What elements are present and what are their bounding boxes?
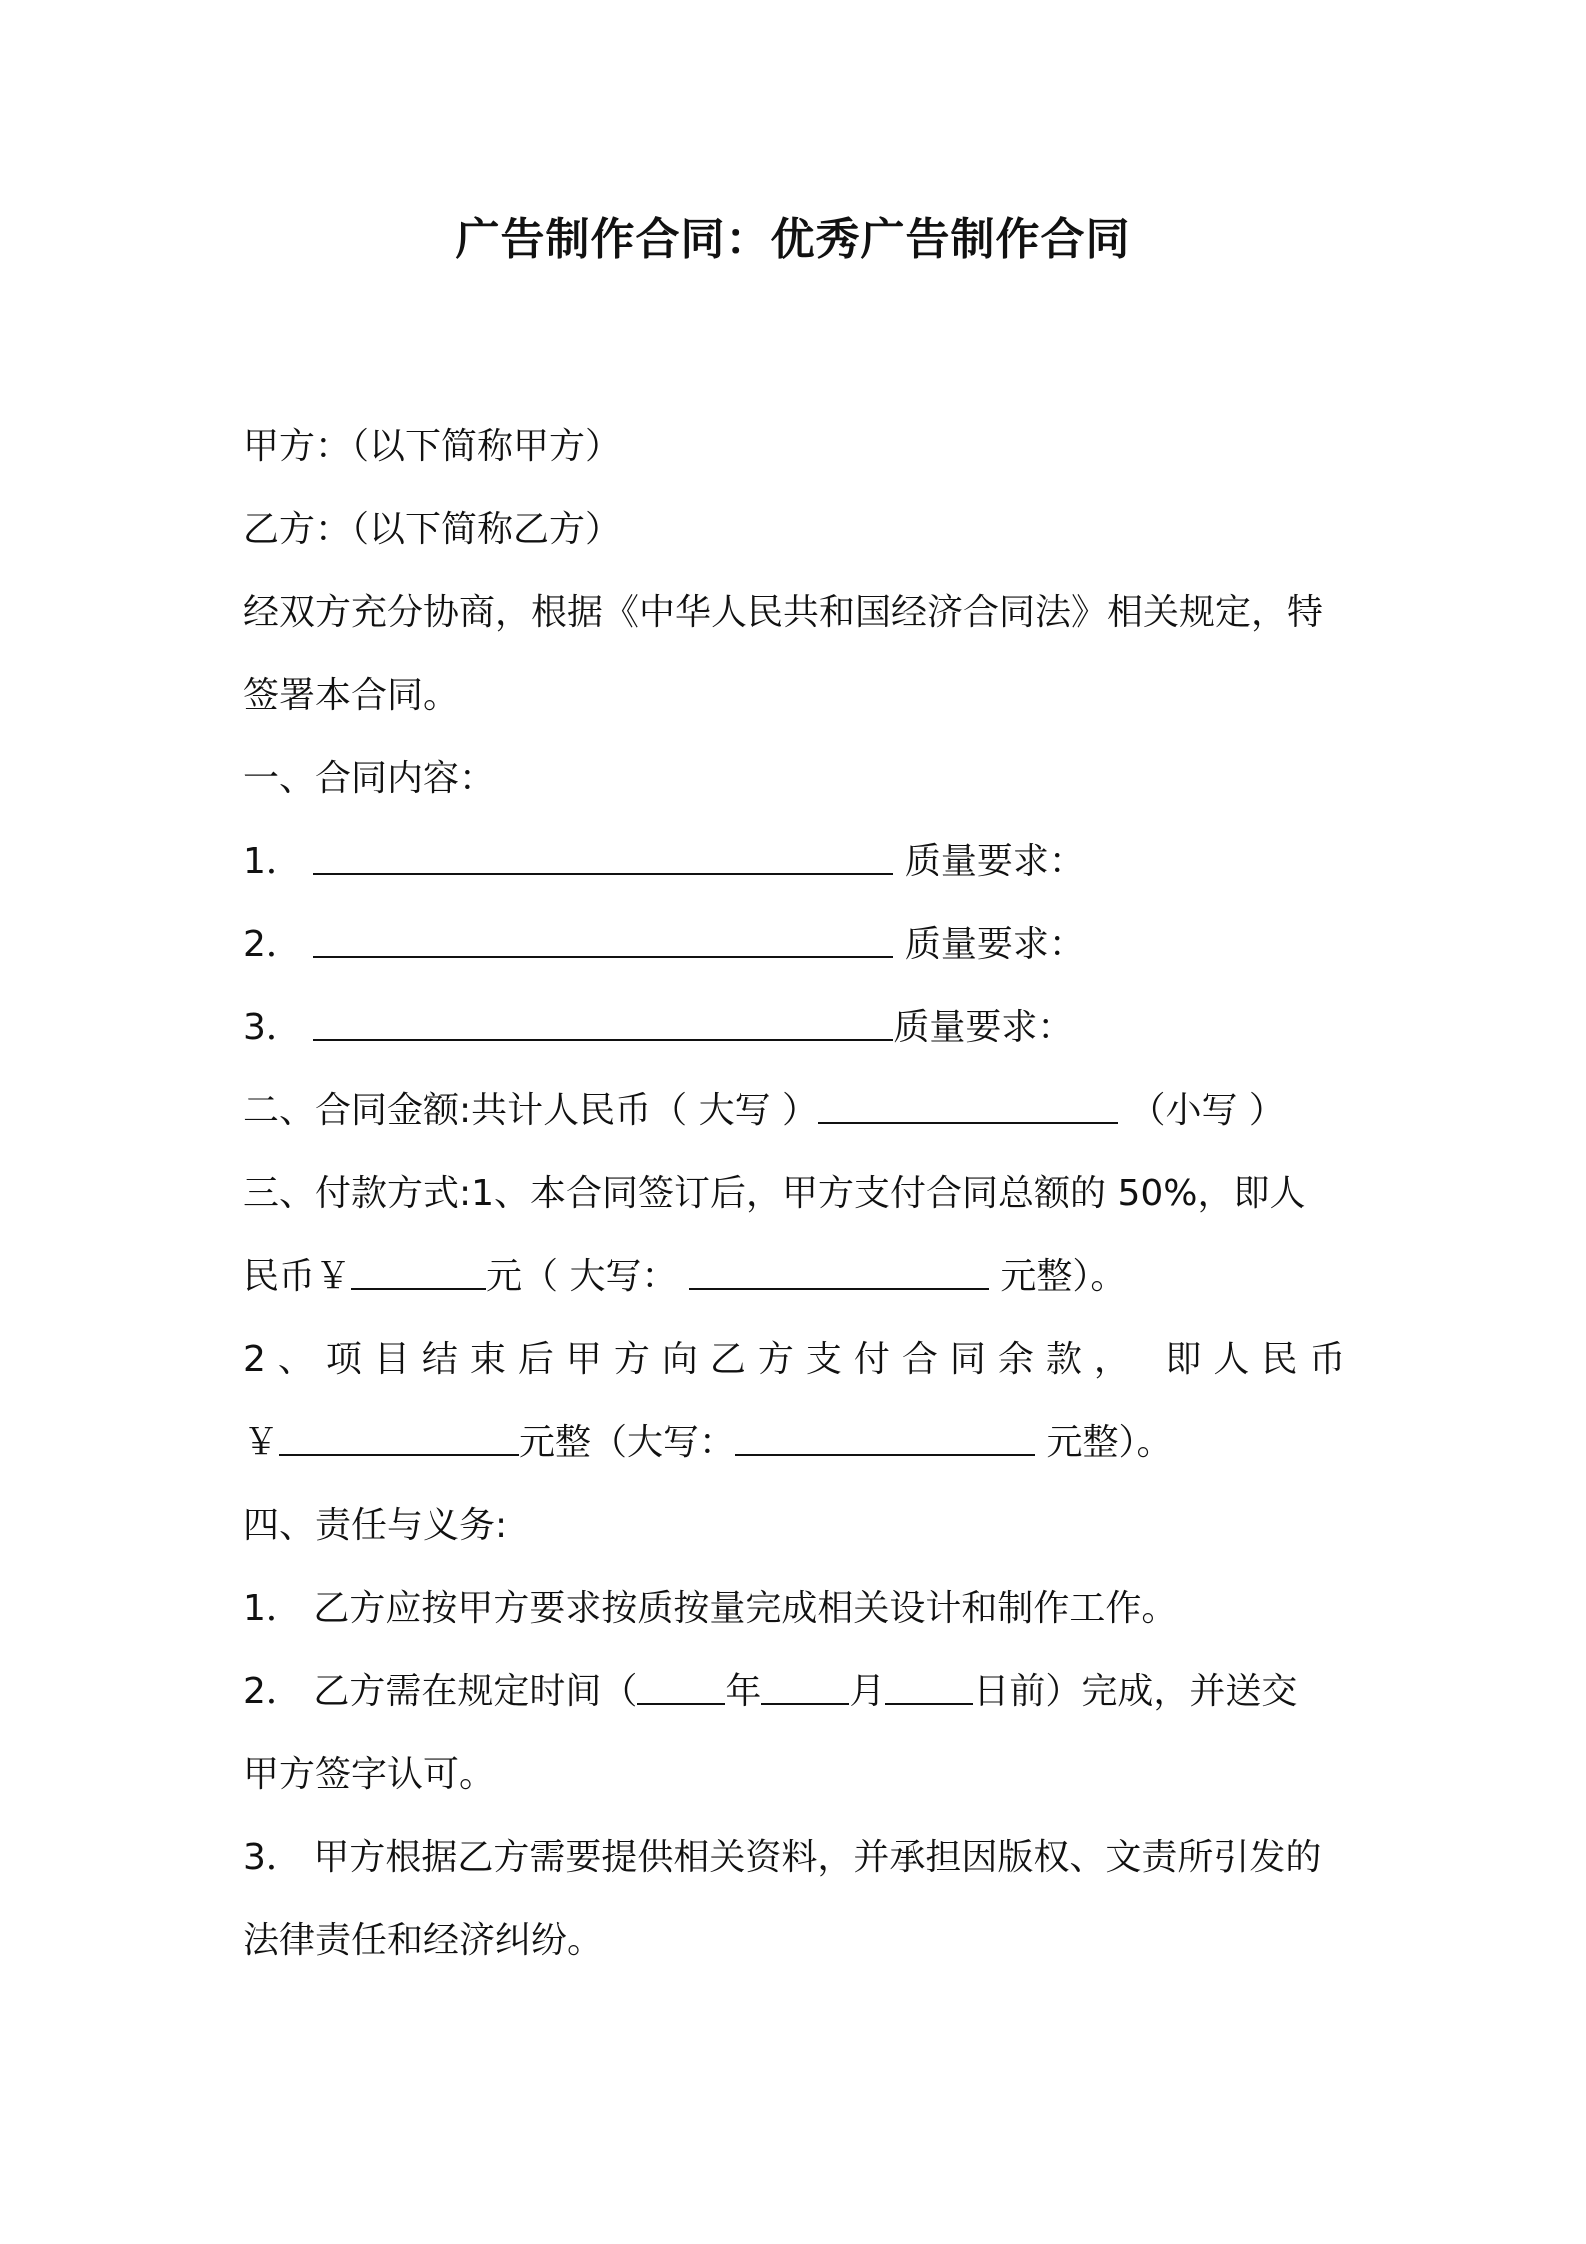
intro-line-1: 经双方充分协商，根据《中华人民共和国经济合同法》相关规定，特 bbox=[243, 592, 1324, 633]
year-label: 年 bbox=[725, 1671, 762, 1712]
balance-prefix: ￥ bbox=[243, 1422, 280, 1463]
item-number: 3． bbox=[243, 1007, 302, 1048]
item-blank bbox=[313, 835, 893, 875]
content-item-1 bbox=[243, 820, 1363, 903]
duty-1: 1． 乙方应按甲方要求按质按量完成相关设计和制作工作。 bbox=[243, 1588, 1178, 1629]
item-suffix: 质量要求： bbox=[904, 841, 1085, 882]
duty-3-line-2: 法律责任和经济纠纷。 bbox=[243, 1920, 604, 1961]
payment-mid: 元（ 大写： bbox=[486, 1256, 678, 1297]
document-title: 广告制作合同：优秀广告制作合同 bbox=[455, 214, 1131, 265]
duty-2-prefix: 2． 乙方需在规定时间（ bbox=[243, 1671, 638, 1712]
duty-2-cont: 甲方签字认可。 bbox=[243, 1754, 496, 1795]
content-item-2 bbox=[243, 903, 1363, 986]
payment-blank-number bbox=[351, 1250, 486, 1290]
item-suffix: 质量要求： bbox=[893, 1007, 1074, 1048]
amount-suffix: （小写 ） bbox=[1129, 1090, 1285, 1131]
amount-blank bbox=[818, 1084, 1118, 1124]
item-blank bbox=[313, 1001, 893, 1041]
month-blank bbox=[761, 1665, 849, 1705]
month-label: 月 bbox=[849, 1671, 886, 1712]
item-suffix: 质量要求： bbox=[904, 924, 1085, 965]
contract-body bbox=[243, 405, 1363, 1982]
payment-prefix: 民币￥ bbox=[243, 1256, 352, 1297]
section-4-heading: 四、责任与义务: bbox=[243, 1505, 508, 1546]
amount-prefix: 二、合同金额:共计人民币（ 大写 ） bbox=[243, 1090, 819, 1131]
item-number: 2． bbox=[243, 924, 302, 965]
section-3-line-3: 2、项目结束后甲方向乙方支付合同余款， 即人民币 bbox=[243, 1339, 1358, 1380]
payment-blank-words bbox=[689, 1250, 989, 1290]
payment-suffix: 元整）。 bbox=[1000, 1256, 1127, 1297]
section-3-line-4 bbox=[243, 1401, 1363, 1484]
section-3-line-1: 三、付款方式:1、本合同签订后，甲方支付合同总额的 50%，即人 bbox=[243, 1173, 1306, 1214]
section-1-heading: 一、合同内容： bbox=[243, 758, 496, 799]
day-label: 日前）完成，并送交 bbox=[973, 1671, 1298, 1712]
section-2-amount bbox=[243, 1069, 1363, 1152]
item-blank bbox=[313, 918, 893, 958]
section-3-line-2 bbox=[243, 1235, 1363, 1318]
intro-line-2: 签署本合同。 bbox=[243, 675, 460, 716]
content-item-3 bbox=[243, 986, 1363, 1069]
party-a-line: 甲方：（以下简称甲方） bbox=[243, 426, 622, 467]
party-b-line: 乙方：（以下简称乙方） bbox=[243, 509, 622, 550]
day-blank bbox=[885, 1665, 973, 1705]
balance-blank-words bbox=[735, 1416, 1035, 1456]
duty-2 bbox=[243, 1650, 1363, 1733]
balance-suffix: 元整）。 bbox=[1046, 1422, 1173, 1463]
year-blank bbox=[637, 1665, 725, 1705]
item-number: 1． bbox=[243, 841, 302, 882]
duty-3-line-1: 3． 甲方根据乙方需要提供相关资料，并承担因版权、文责所引发的 bbox=[243, 1837, 1322, 1878]
balance-blank-number bbox=[279, 1416, 519, 1456]
balance-mid: 元整（大写： bbox=[519, 1422, 736, 1463]
